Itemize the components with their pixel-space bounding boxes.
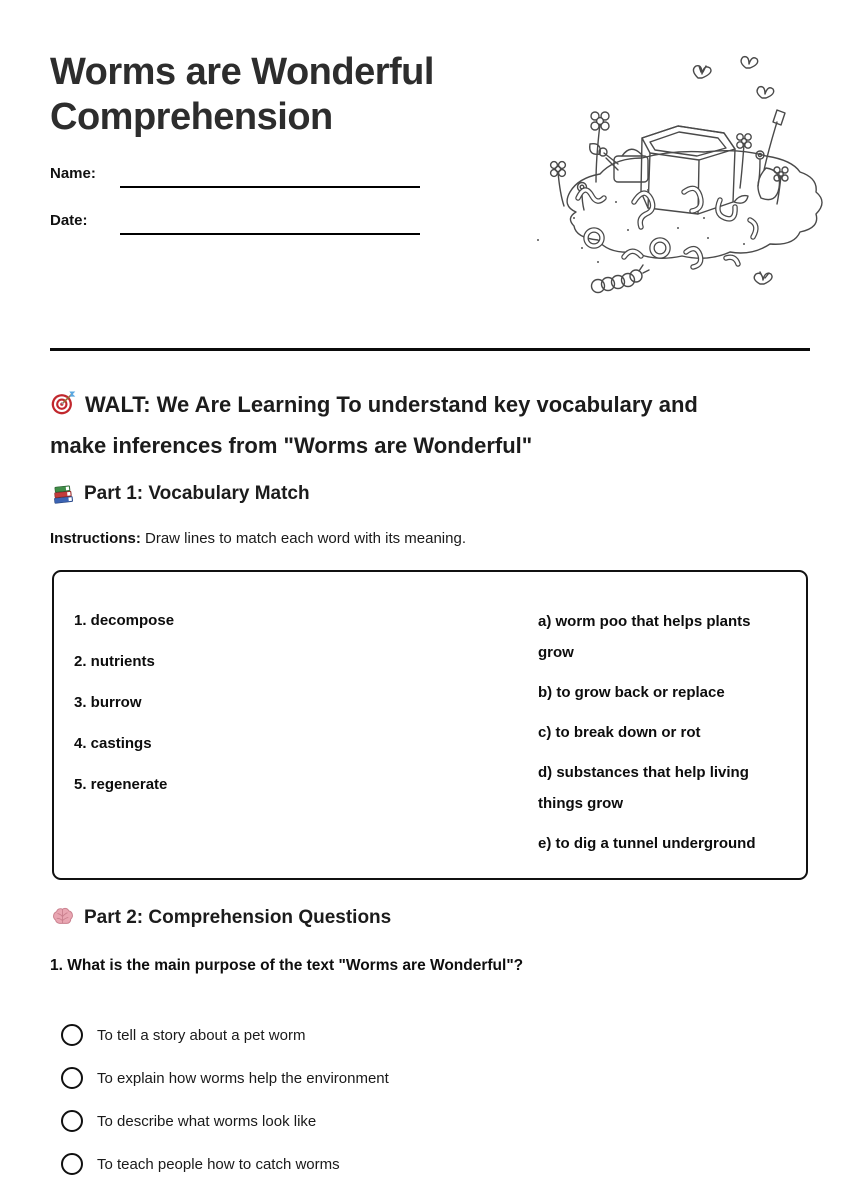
name-label: Name: bbox=[50, 165, 96, 182]
walt-heading bbox=[50, 386, 770, 464]
part1-heading-label: Part 1: Vocabulary Match bbox=[84, 482, 310, 504]
match-meaning[interactable]: a) worm poo that helps plants grow bbox=[538, 613, 751, 661]
radio-button[interactable] bbox=[61, 1067, 83, 1089]
radio-button[interactable] bbox=[61, 1110, 83, 1132]
date-input-line[interactable] bbox=[120, 212, 420, 235]
option-row bbox=[61, 1024, 389, 1046]
question-1-options bbox=[61, 1024, 389, 1196]
match-word[interactable]: 1. decompose bbox=[74, 612, 175, 629]
name-input-line[interactable] bbox=[120, 165, 420, 188]
instructions-text: Draw lines to match each word with its meaning. bbox=[140, 530, 466, 547]
match-meaning[interactable]: c) to break down or rot bbox=[538, 724, 701, 741]
option-row bbox=[61, 1153, 389, 1175]
option-label: To describe what worms look like bbox=[97, 1112, 317, 1130]
option-label: To explain how worms help the environment bbox=[97, 1069, 389, 1087]
date-label: Date: bbox=[50, 212, 88, 229]
match-meaning[interactable]: b) to grow back or replace bbox=[538, 684, 725, 701]
radio-button[interactable] bbox=[61, 1024, 83, 1046]
match-meaning[interactable]: e) to dig a tunnel underground bbox=[538, 835, 756, 852]
part2-heading bbox=[50, 905, 391, 930]
brain-icon bbox=[50, 905, 75, 930]
option-row bbox=[61, 1067, 389, 1089]
books-stack-icon bbox=[50, 481, 75, 506]
match-word[interactable]: 3. burrow bbox=[74, 694, 142, 711]
match-words-column bbox=[74, 611, 174, 816]
radio-button[interactable] bbox=[61, 1153, 83, 1175]
match-word[interactable]: 4. castings bbox=[74, 735, 152, 752]
option-row bbox=[61, 1110, 389, 1132]
walt-line1: WALT: We Are Learning To understand key vocabulary and bbox=[85, 392, 698, 417]
section-divider bbox=[50, 348, 810, 351]
option-label: To teach people how to catch worms bbox=[97, 1155, 340, 1173]
instructions-label: Instructions: bbox=[50, 530, 141, 547]
walt-line2: make inferences from "Worms are Wonderful" bbox=[50, 433, 533, 458]
match-word[interactable]: 5. regenerate bbox=[74, 776, 168, 793]
part1-heading bbox=[50, 481, 310, 506]
part2-heading-label: Part 2: Comprehension Questions bbox=[84, 906, 392, 928]
match-meanings-column bbox=[538, 606, 788, 868]
match-meaning[interactable]: d) substances that help living things grow bbox=[538, 764, 749, 812]
page-title: Worms are Wonderful Comprehension bbox=[50, 51, 434, 138]
option-label: To tell a story about a pet worm bbox=[97, 1026, 306, 1044]
match-word[interactable]: 2. nutrients bbox=[74, 653, 155, 670]
vocabulary-match-box bbox=[52, 570, 808, 880]
target-dart-icon bbox=[50, 389, 77, 427]
part1-instructions bbox=[50, 530, 466, 547]
question-1: 1. What is the main purpose of the text "Worms are Wonderful"? bbox=[50, 957, 524, 974]
worm-garden-illustration bbox=[538, 52, 816, 300]
